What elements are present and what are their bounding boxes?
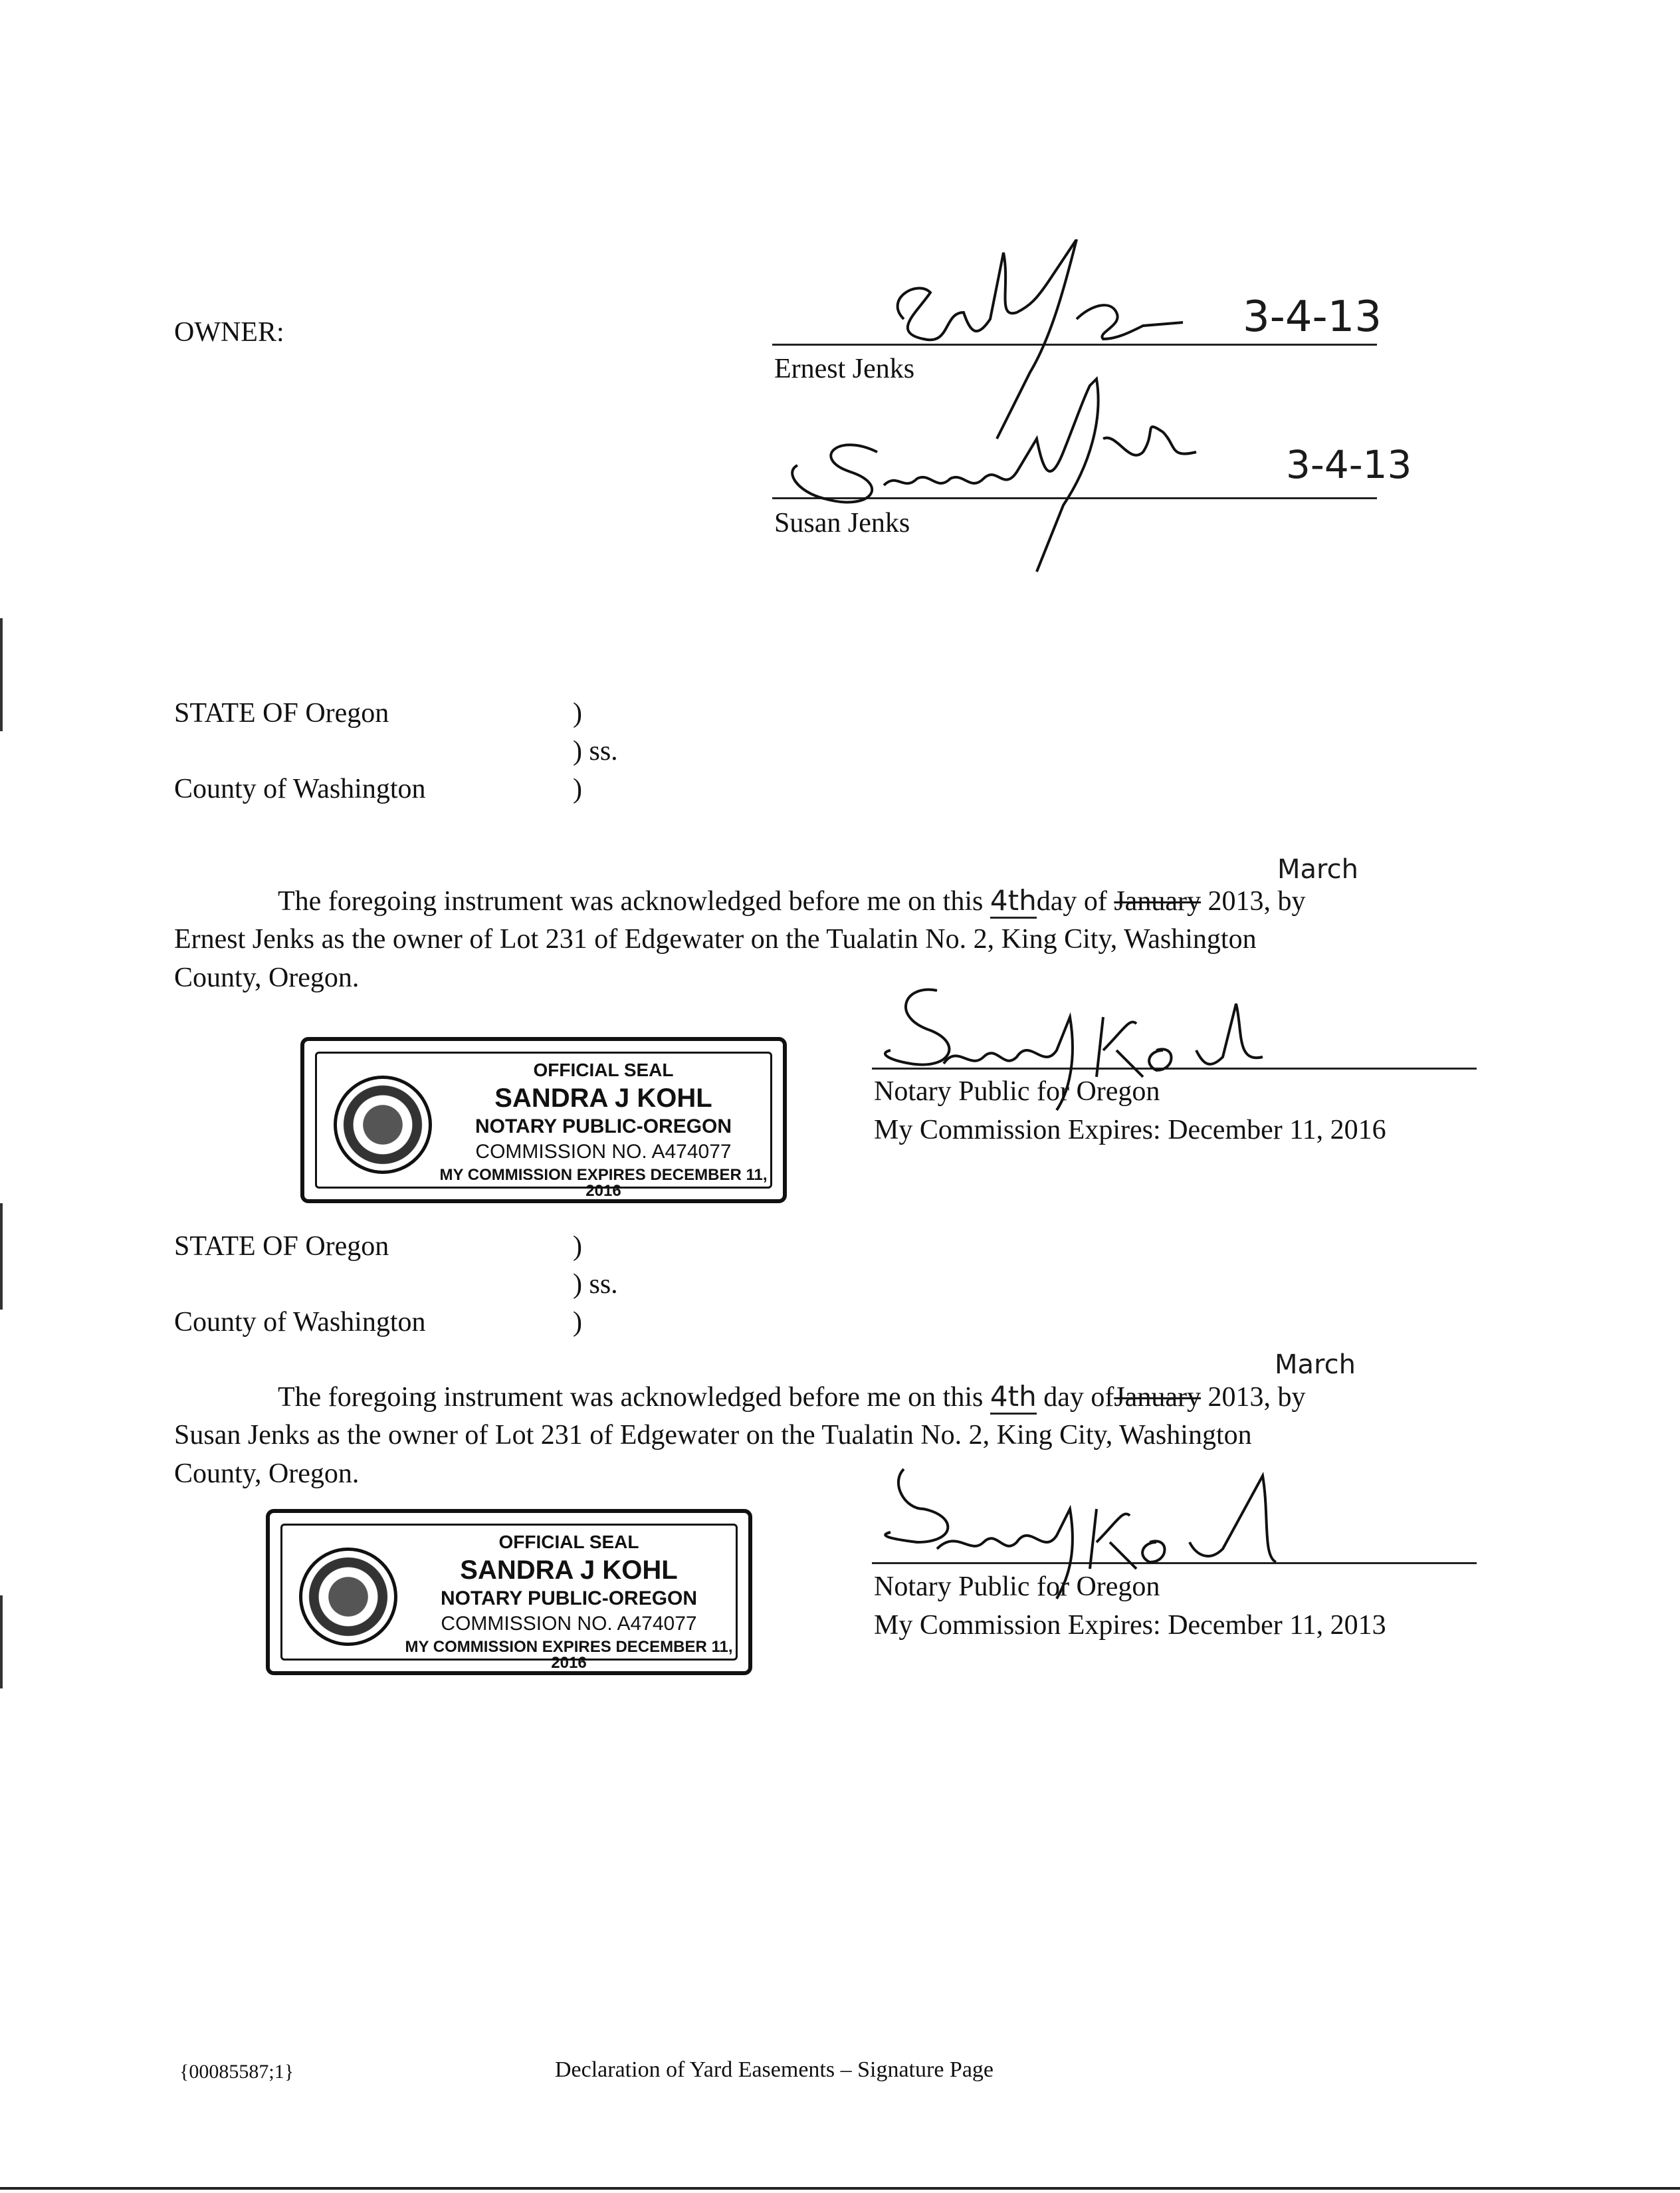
ack-text-b: day of [1036, 886, 1107, 917]
date-handwritten-susan: 3-4-13 [1286, 442, 1412, 487]
venue-ss: ) ss. [573, 736, 618, 766]
signature-susan [771, 359, 1249, 585]
venue-paren: ) [573, 774, 582, 804]
bottom-scan-border [0, 2187, 1680, 2190]
scan-edge-mark [0, 618, 3, 731]
date-handwritten-ernest: 3-4-13 [1243, 292, 1382, 342]
ack-text-c: 2013, by [1208, 886, 1306, 917]
acknowledgment-line-3: County, Oregon. [174, 1458, 360, 1489]
month-handwritten: March [1277, 854, 1358, 885]
footer-title: Declaration of Yard Easements – Signature Page [555, 2057, 994, 2082]
seal-heading: OFFICIAL SEAL [533, 1060, 674, 1080]
seal-title: NOTARY PUBLIC-OREGON [440, 1587, 698, 1609]
venue-state: STATE OF Oregon [174, 1231, 389, 1262]
acknowledgment-line-2: Susan Jenks as the owner of Lot 231 of Edgewater on the Tualatin No. 2, King City, Washington [174, 1420, 1252, 1450]
venue-state: STATE OF Oregon [174, 698, 389, 729]
acknowledgment-line-1 [278, 884, 1305, 918]
acknowledgment-line-1 [278, 1380, 1305, 1414]
commission-expires: My Commission Expires: December 11, 2013 [874, 1610, 1386, 1641]
venue-county: County of Washington [174, 1307, 426, 1337]
venue-paren: ) [573, 1307, 582, 1337]
scan-edge-mark [0, 1203, 3, 1310]
owner-label: OWNER: [174, 317, 284, 348]
day-handwritten: 4th [990, 1380, 1037, 1415]
seal-name: SANDRA J KOHL [460, 1556, 678, 1585]
commission-expires: My Commission Expires: December 11, 2016 [874, 1115, 1386, 1145]
seal-commission-no: COMMISSION NO. A474077 [475, 1141, 732, 1163]
ack-text-a: The foregoing instrument was acknowledged before me on this [278, 1382, 984, 1413]
acknowledgment-line-2: Ernest Jenks as the owner of Lot 231 of Edgewater on the Tualatin No. 2, King City, Washington [174, 924, 1257, 955]
month-struck: January [1114, 886, 1201, 917]
notary-title: Notary Public for Oregon [874, 1076, 1160, 1107]
venue-paren: ) [573, 1231, 582, 1262]
venue-ss: ) ss. [573, 1269, 618, 1300]
ack-text-b: day of [1043, 1382, 1114, 1413]
venue-paren: ) [573, 698, 582, 729]
day-handwritten: 4th [990, 884, 1037, 919]
acknowledgment-line-3: County, Oregon. [174, 963, 360, 993]
month-handwritten: March [1275, 1349, 1356, 1380]
seal-name: SANDRA J KOHL [494, 1084, 712, 1113]
signer-name-susan: Susan Jenks [774, 508, 910, 538]
notary-seal-stamp [266, 1509, 752, 1675]
notary-title: Notary Public for Oregon [874, 1571, 1160, 1602]
seal-expires: MY COMMISSION EXPIRES DECEMBER 11, 2016 [405, 1638, 733, 1672]
scan-edge-mark [0, 1595, 3, 1688]
seal-expires: MY COMMISSION EXPIRES DECEMBER 11, 2016 [439, 1166, 768, 1200]
venue-county: County of Washington [174, 774, 426, 804]
seal-commission-no: COMMISSION NO. A474077 [441, 1613, 697, 1635]
ack-text-c: 2013, by [1208, 1382, 1306, 1413]
state-seal-emblem [299, 1548, 397, 1646]
month-struck: January [1114, 1382, 1201, 1413]
ack-text-a: The foregoing instrument was acknowledged before me on this [278, 886, 984, 917]
footer-doc-id: {00085587;1} [179, 2061, 294, 2083]
signer-name-ernest: Ernest Jenks [774, 354, 915, 384]
state-seal-emblem [334, 1076, 432, 1174]
notary-seal-stamp [300, 1037, 787, 1203]
seal-title: NOTARY PUBLIC-OREGON [474, 1115, 732, 1137]
seal-heading: OFFICIAL SEAL [498, 1532, 639, 1552]
